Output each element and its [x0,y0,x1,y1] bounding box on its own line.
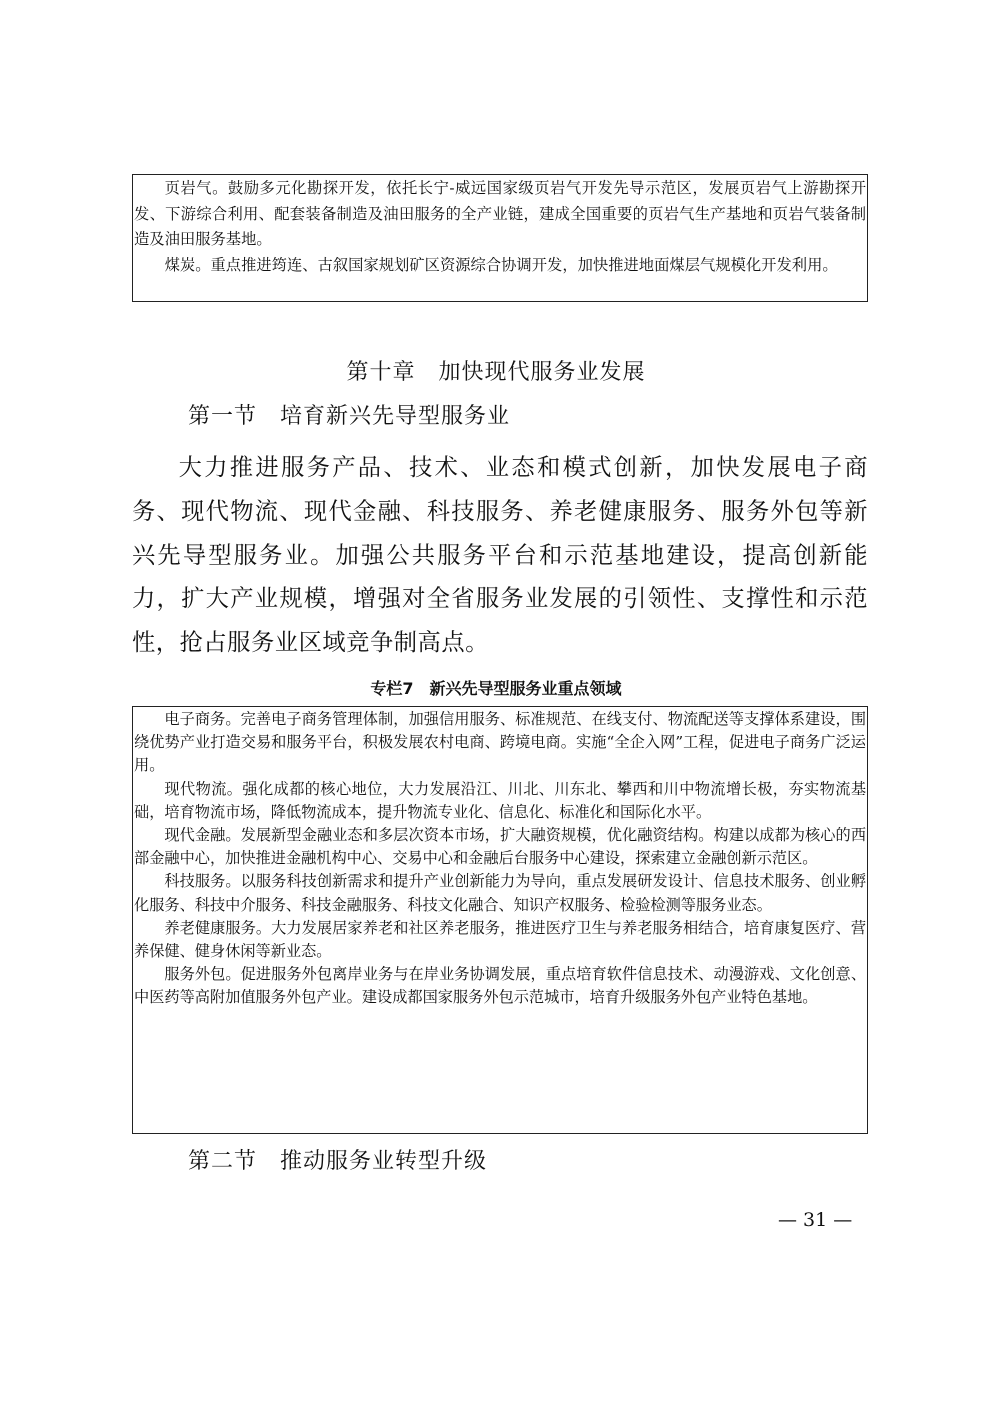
ecommerce-paragraph: 电子商务。完善电子商务管理体制，加强信用服务、标准规范、在线支付、物流配送等支撑体系建设，围绕优势产业打造交易和服务平台，积极发展农村电商、跨境电商。实施“全企入网”工程，促进电子商务广泛运用。 [134,710,866,775]
section-2-title: 第二节 推动服务业转型升级 [188,1149,488,1174]
page-number: — 31 — [778,1209,853,1231]
section-1-body: 大力推进服务产品、技术、业态和模式创新，加快发展电子商务、现代物流、现代金融、科技服务、养老健康服务、服务外包等新兴先导型服务业。加强公共服务平台和示范基地建设，提高创新能力，扩大产业规模，增强对全省服务业发展的引领性、支撑性和示范性，抢占服务业区域竞争制高点。 [132,454,868,657]
column-7-box [132,706,868,1134]
outsourcing-paragraph: 服务外包。促进服务外包离岸业务与在岸业务协调发展，重点培育软件信息技术、动漫游戏、文化创意、中医药等高附加值服务外包产业。建设成都国家服务外包示范城市，培育升级服务外包产业特色基地。 [134,965,866,1007]
column-7-title: 专栏7 新兴先导型服务业重点领域 [370,679,622,698]
energy-feature-box [132,174,868,302]
chapter-title: 第十章 加快现代服务业发展 [346,360,646,385]
elderly-health-paragraph: 养老健康服务。大力发展居家养老和社区养老服务，推进医疗卫生与养老服务相结合，培育康复医疗、营养保健、健身休闲等新业态。 [134,918,866,961]
logistics-paragraph: 现代物流。强化成都的核心地位，大力发展沿江、川北、川东北、攀西和川中物流增长极，夯实物流基础，培育物流市场，降低物流成本，提升物流专业化、信息化、标准化和国际化水平。 [134,779,866,821]
coal-paragraph: 煤炭。重点推进筠连、古叙国家规划矿区资源综合协调开发，加快推进地面煤层气规模化开发利用。 [164,255,838,274]
finance-paragraph: 现代金融。发展新型金融业态和多层次资本市场，扩大融资规模，优化融资结构。构建以成都为核心的西部金融中心，加快推进金融机构中心、交易中心和金融后台服务中心建设，探索建立金融创新示范区。 [134,826,866,868]
shale-gas-paragraph: 页岩气。鼓励多元化勘探开发，依托长宁-威远国家级页岩气开发先导示范区，发展页岩气上游勘探开发、下游综合利用、配套装备制造及油田服务的全产业链，建成全国重要的页岩气生产基地和页岩气装备制造及油田服务基地。 [134,179,866,248]
tech-services-paragraph: 科技服务。以服务科技创新需求和提升产业创新能力为导向，重点发展研发设计、信息技术服务、创业孵化服务、科技中介服务、科技金融服务、科技文化融合、知识产权服务、检验检测等服务业态。 [134,872,866,914]
section-1-title: 第一节 培育新兴先导型服务业 [188,404,511,429]
